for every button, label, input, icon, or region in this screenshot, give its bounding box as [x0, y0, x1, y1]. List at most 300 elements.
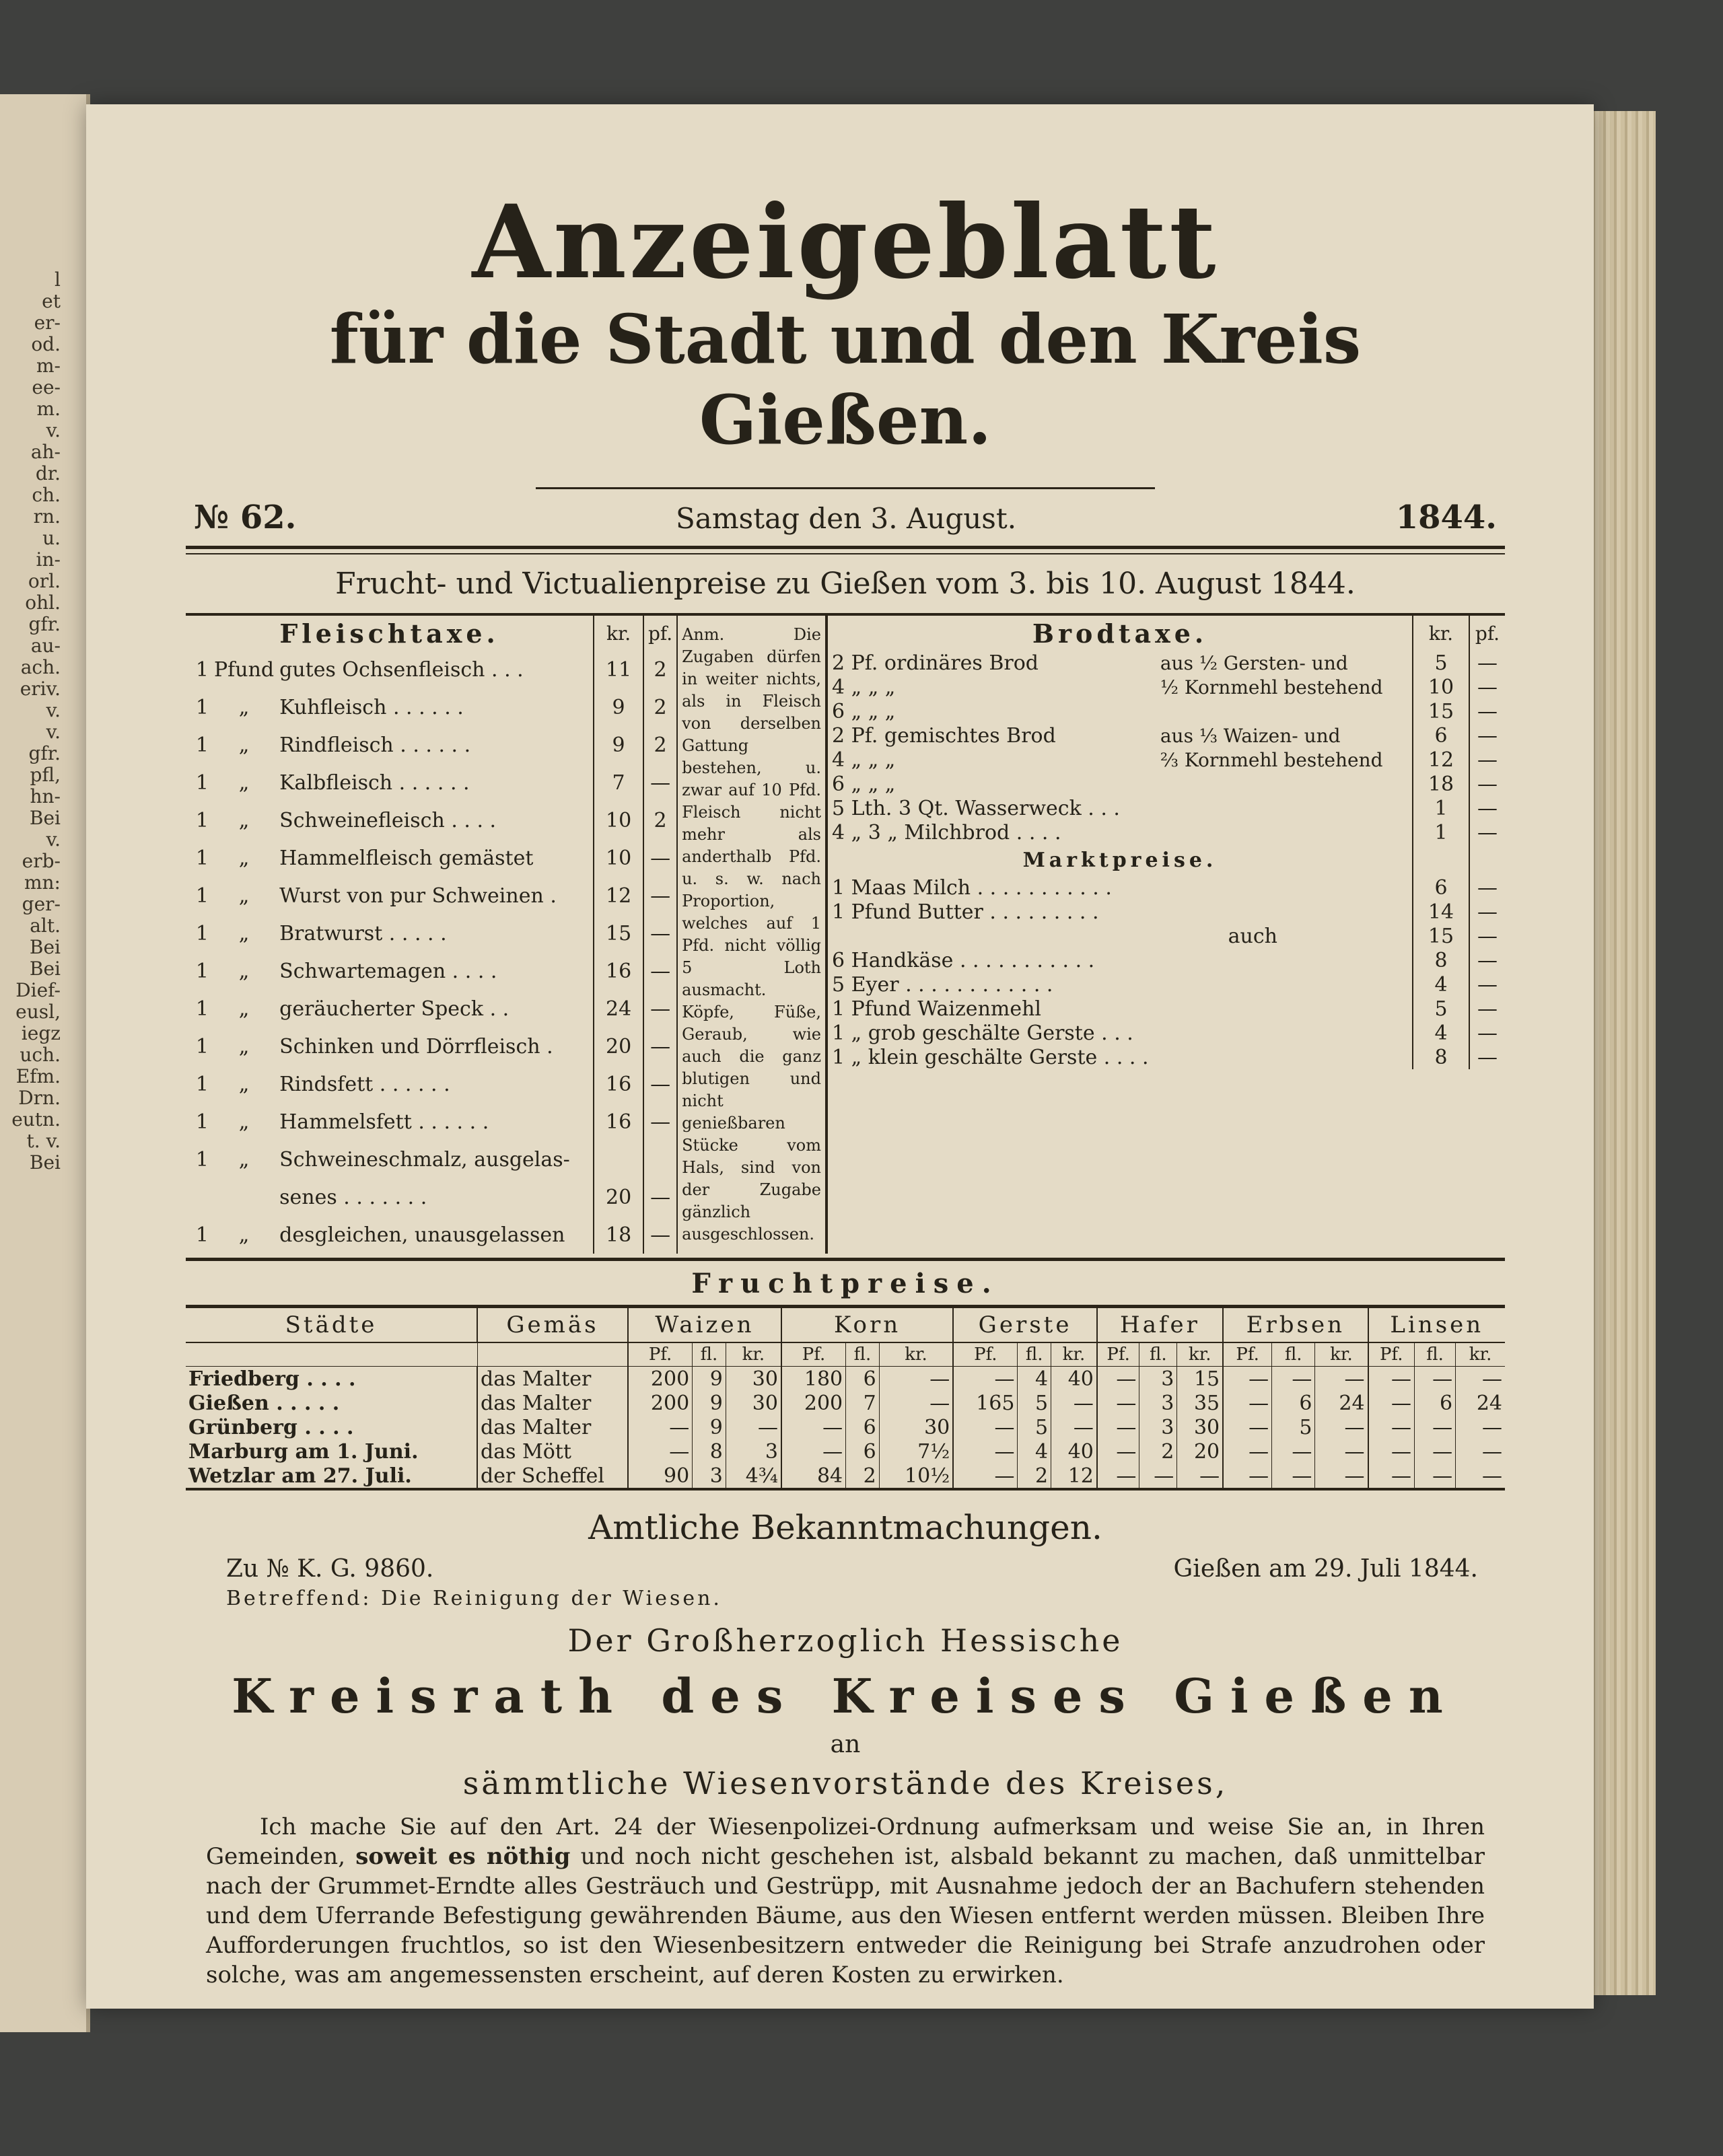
grain-header: Korn [781, 1307, 953, 1343]
prices-heading: Frucht- und Victualienpreise zu Gießen vom 3. bis 10. August 1844. [335, 567, 1356, 601]
meat-item: senes . . . . . . . [279, 1185, 427, 1209]
meat-kr: 7 [594, 764, 643, 801]
grain-unit: das Malter [477, 1367, 628, 1392]
grain-sub-empty [477, 1342, 628, 1367]
left-page [0, 94, 90, 2032]
market-kr: 14 [1413, 900, 1469, 924]
meat-item: geräucherter Speck . . [279, 997, 509, 1021]
grain-unit: der Scheffel [477, 1464, 628, 1489]
notice-body-emphasis: soweit es nöthig [355, 1843, 571, 1870]
grain-value: 5 [1272, 1415, 1315, 1439]
meat-pf: — [650, 921, 671, 945]
notice-body-part1: Ich mache Sie auf den Art. 24 der Wiesenpolizei-Ordnung aufmerksam und weise Sie an, in Ihren Gemeinden, [206, 1813, 1485, 1870]
bread-note: ½ Kornmehl bestehend [1160, 676, 1383, 698]
bread-row [828, 675, 1505, 699]
grain-value: 9 [693, 1367, 726, 1392]
grain-header-row [186, 1307, 1505, 1343]
meat-row [186, 914, 676, 952]
meat-pf: — [650, 959, 671, 983]
grain-value: — [781, 1415, 846, 1439]
meat-qty: 1 [195, 1034, 209, 1058]
grain-header: Städte [186, 1307, 477, 1343]
market-item: 6 Handkäse . . . . . . . . . . . [832, 948, 1095, 972]
grain-value: — [1456, 1439, 1505, 1464]
grain-subheader: Pf. [781, 1342, 846, 1367]
bread-item: 4 „ „ „ [832, 748, 896, 772]
meat-qty: 1 [195, 1223, 209, 1247]
page-edges [1588, 111, 1656, 1995]
grain-value: 180 [781, 1367, 846, 1392]
grain-city: Gießen . . . . . [188, 1391, 340, 1415]
notice-body-part2: und noch nicht geschehen ist, alsbald bekannt zu machen, daß unmittelbar nach der Grummet-Erndte alles Gesträuch und Gestrüpp, mit Ausnahme jedoch der an Bachufern stehenden und dem Uferrande Befestigung gewährenden Bäume, aus den Wiesen entfernt werden müssen. Bleiben Ihre Aufforderungen fruchtlos, so ist den Wiesenbesitzern entweder die Reinigung bei Strafe anzudrohen oder solche, was am angemessensten erscheint, auf deren Kosten zu erwirken. [206, 1843, 1485, 1988]
bread-item: 5 Lth. 3 Qt. Wasserweck . . . [832, 796, 1120, 820]
meat-row [186, 1141, 676, 1178]
left-margin-line: er- [34, 312, 61, 334]
meat-pf: — [650, 1185, 671, 1209]
grain-value: 200 [781, 1391, 846, 1415]
meat-item: Wurst von pur Schweinen . [279, 884, 557, 908]
grain-value: 40 [1051, 1367, 1097, 1392]
left-margin-line: ger- [22, 893, 61, 915]
issue-year: 1844. [1395, 499, 1497, 536]
bread-note [1156, 796, 1413, 820]
meat-qty: 1 [195, 1147, 209, 1172]
grain-subheader: kr. [1177, 1342, 1223, 1367]
meat-item: Schweineschmalz, ausgelas- [279, 1147, 570, 1172]
grain-value: 30 [726, 1367, 781, 1392]
meat-qty: 1 [195, 884, 209, 908]
meat-kr: 10 [594, 839, 643, 877]
grain-value: 30 [726, 1391, 781, 1415]
market-row [828, 997, 1505, 1021]
grain-value: — [1223, 1391, 1271, 1415]
left-margin-line: et [42, 290, 61, 312]
notice-subject: Betreffend: Die Reinigung der Wiesen. [226, 1587, 722, 1610]
grain-value: 4 [1018, 1439, 1051, 1464]
meat-unit: „ [238, 695, 250, 719]
meat-kr: 18 [594, 1216, 643, 1254]
meat-kr: 16 [594, 952, 643, 990]
left-margin-line: eusl, [15, 1001, 61, 1023]
meat-qty: 1 [195, 808, 209, 832]
grain-value: — [1272, 1439, 1315, 1464]
grain-subheader: fl. [1139, 1342, 1177, 1367]
bread-note: ⅔ Kornmehl bestehend [1160, 748, 1383, 771]
bread-row [828, 820, 1505, 845]
meat-qty: 1 [195, 959, 209, 983]
market-row [828, 948, 1505, 972]
notice-authority-line1: Der Großherzoglich Hessische [567, 1622, 1123, 1659]
meat-pf: — [650, 770, 671, 795]
left-margin-line: dr. [35, 462, 61, 484]
left-margin-line: m- [36, 355, 61, 377]
grain-row [186, 1464, 1505, 1489]
grain-subheader: kr. [726, 1342, 781, 1367]
market-kr: 5 [1413, 997, 1469, 1021]
market-pf: — [1477, 875, 1498, 900]
grain-unit: das Malter [477, 1415, 628, 1439]
meat-pf: — [650, 1072, 671, 1096]
meat-kr: 15 [594, 914, 643, 952]
meat-row [186, 952, 676, 990]
bread-row [828, 772, 1505, 796]
grain-row [186, 1367, 1505, 1392]
grain-value: 24 [1456, 1391, 1505, 1415]
meat-pf: 2 [654, 657, 667, 682]
grain-value: 7 [846, 1391, 880, 1415]
left-margin-line: v. [46, 699, 61, 721]
meat-pf: — [650, 1034, 671, 1058]
grain-value: 165 [953, 1391, 1018, 1415]
grain-value: 10½ [879, 1464, 953, 1489]
meat-kr [594, 1141, 643, 1178]
meat-item: Hammelsfett . . . . . . [279, 1110, 489, 1134]
grain-subheader: kr. [1051, 1342, 1097, 1367]
meat-unit: „ [238, 1223, 250, 1247]
left-margin-line: Drn. [18, 1087, 61, 1109]
bread-kr: 5 [1413, 651, 1469, 675]
left-margin-line: alt. [30, 914, 61, 937]
masthead-rule [536, 487, 1155, 489]
bread-item: 6 „ „ „ [832, 772, 896, 796]
meat-unit: „ [238, 1147, 250, 1172]
market-row [828, 924, 1505, 948]
grain-value: — [1097, 1367, 1139, 1392]
grain-unit: das Malter [477, 1391, 628, 1415]
meat-pf: — [650, 1110, 671, 1134]
left-margin-line: orl. [28, 570, 61, 592]
grain-subheader: kr. [1456, 1342, 1505, 1367]
grain-subheader: kr. [1315, 1342, 1368, 1367]
grain-header: Gerste [953, 1307, 1097, 1343]
grain-value: — [1315, 1439, 1368, 1464]
meat-unit: „ [238, 884, 250, 908]
grain-subheader: Pf. [1097, 1342, 1139, 1367]
newspaper-subtitle: für die Stadt und den Kreis Gießen. [329, 299, 1362, 460]
grain-value: — [879, 1367, 953, 1392]
left-margin-line: au- [30, 635, 61, 657]
meat-unit: Pfund [214, 657, 275, 682]
bread-item: 4 „ 3 „ Milchbrod . . . . [832, 820, 1061, 845]
meat-kr: 11 [594, 651, 643, 688]
meat-item: Hammelfleisch gemästet [279, 846, 534, 870]
meat-qty: 1 [195, 846, 209, 870]
grain-value: 35 [1177, 1391, 1223, 1415]
meat-row [186, 688, 676, 726]
left-margin-line: gfr. [28, 613, 61, 635]
grain-value: 2 [1018, 1464, 1051, 1489]
bread-note [1156, 772, 1413, 796]
meat-qty: 1 [195, 695, 209, 719]
grain-value: — [1177, 1464, 1223, 1489]
bread-item: 2 Pf. gemischtes Brod [832, 723, 1056, 748]
newspaper-title: Anzeigeblatt [472, 183, 1219, 301]
grain-value: — [1272, 1367, 1315, 1392]
grain-value: — [1272, 1464, 1315, 1489]
meat-price-table [186, 616, 676, 1254]
notice-reference: Zu № K. G. 9860. [226, 1555, 434, 1583]
grain-value: 4 [1018, 1367, 1051, 1392]
left-margin-line: m. [36, 398, 61, 420]
meat-kr: 24 [594, 990, 643, 1028]
meat-item: Rindfleisch . . . . . . [279, 733, 471, 757]
bread-pf: — [1477, 820, 1498, 845]
meat-row [186, 651, 676, 688]
left-margin-line: od. [31, 333, 61, 355]
grain-subheader: Pf. [628, 1342, 693, 1367]
market-item: 1 Pfund Waizenmehl [832, 997, 1042, 1021]
meat-kr: 16 [594, 1065, 643, 1103]
grain-subheader: fl. [1018, 1342, 1051, 1367]
bread-row [828, 748, 1505, 772]
grain-value: — [1368, 1415, 1415, 1439]
newspaper-page [86, 104, 1594, 2009]
meat-pf [643, 1141, 676, 1178]
left-margin-line: ah- [30, 441, 61, 463]
bread-col-kr: kr. [1413, 616, 1469, 651]
left-margin-line: iegz [21, 1022, 61, 1044]
market-kr: 4 [1413, 1021, 1469, 1045]
meat-unit: „ [238, 846, 250, 870]
left-margin-line: Bei [29, 958, 61, 980]
grain-row [186, 1391, 1505, 1415]
market-row [828, 1045, 1505, 1069]
grain-value: — [1456, 1415, 1505, 1439]
bread-col-pf: pf. [1475, 622, 1500, 645]
bread-pf: — [1477, 651, 1498, 675]
meat-item: Bratwurst . . . . . [279, 921, 447, 945]
section-rule [186, 1258, 1505, 1261]
left-margin-line: in- [36, 548, 61, 571]
grain-subheader: kr. [879, 1342, 953, 1367]
grain-value: 20 [1177, 1439, 1223, 1464]
meat-item: Schweinefleisch . . . . [279, 808, 497, 832]
left-margin-line: Dief- [15, 979, 61, 1001]
left-margin-line: gfr. [28, 742, 61, 764]
grain-subheader: Pf. [953, 1342, 1018, 1367]
meat-row [186, 877, 676, 914]
grain-value: — [1315, 1464, 1368, 1489]
masthead-double-rule [186, 546, 1505, 554]
grain-value: — [1368, 1439, 1415, 1464]
grain-subheader: Pf. [1223, 1342, 1271, 1367]
bread-pf: — [1477, 723, 1498, 748]
grain-header: Gemäs [477, 1307, 628, 1343]
meat-kr: 12 [594, 877, 643, 914]
grain-value: — [1414, 1464, 1455, 1489]
meat-item: Schwartemagen . . . . [279, 959, 497, 983]
meat-qty: 1 [195, 921, 209, 945]
grain-value: 90 [628, 1464, 693, 1489]
meat-unit: „ [238, 1110, 250, 1134]
bread-kr: 12 [1413, 748, 1469, 772]
meat-kr: 20 [594, 1178, 643, 1216]
grain-value: 200 [628, 1391, 693, 1415]
left-margin-line: ch. [32, 484, 61, 506]
issue-number: № 62. [194, 499, 297, 536]
bread-price-section [828, 616, 1505, 1254]
market-row [828, 972, 1505, 997]
grain-unit: das Mött [477, 1439, 628, 1464]
grain-value: — [953, 1415, 1018, 1439]
meat-unit: „ [238, 733, 250, 757]
grain-value: — [1315, 1415, 1368, 1439]
meat-qty [186, 1178, 211, 1216]
grain-city: Wetzlar am 27. Juli. [188, 1464, 412, 1488]
grain-row [186, 1439, 1505, 1464]
notice-authority-line2: Kreisrath des Kreises Gießen [232, 1668, 1459, 1724]
grain-value: — [1097, 1439, 1139, 1464]
grain-value: — [781, 1439, 846, 1464]
meat-note: Anm. Die Zugaben dürfen in weiter nichts, als in Fleisch von derselben Gattung bestehen, u. zwar auf 10 Pfd. Fleisch nicht mehr als anderthalb Pfd. u. s. w. nach Proportion, welches auf 1 Pfd. nicht völlig 5 Loth ausmacht. Köpfe, Füße, Geraub, wie auch die ganz blutigen und nicht genießbaren Stücke vom Hals, sind von der Zugabe gänzlich ausgeschlossen. [676, 616, 825, 1254]
grain-value: — [1223, 1415, 1271, 1439]
left-margin-line: pfl, [30, 764, 61, 786]
meat-price-section [186, 616, 828, 1254]
bread-pf: — [1477, 675, 1498, 699]
market-item: auch [1228, 924, 1277, 948]
meat-row [186, 990, 676, 1028]
market-pf: — [1477, 972, 1498, 997]
market-row [828, 875, 1505, 900]
meat-qty: 1 [195, 997, 209, 1021]
bread-note [1156, 820, 1413, 845]
left-margin-line: uch. [20, 1044, 61, 1066]
notices-title: Amtliche Bekanntmachungen. [588, 1508, 1102, 1547]
left-margin-line: ohl. [25, 591, 61, 614]
meat-unit: „ [238, 1034, 250, 1058]
grain-value: — [953, 1439, 1018, 1464]
grain-value: 6 [846, 1415, 880, 1439]
meat-row [186, 1028, 676, 1065]
meat-row [186, 1065, 676, 1103]
grain-subheader: fl. [1272, 1342, 1315, 1367]
grain-value: 40 [1051, 1439, 1097, 1464]
meat-col-pf: pf. [647, 622, 673, 645]
bread-pf: — [1477, 772, 1498, 796]
grain-value: — [1223, 1439, 1271, 1464]
meat-pf: — [650, 997, 671, 1021]
grain-header: Waizen [628, 1307, 781, 1343]
meat-row [186, 1178, 676, 1216]
masthead [186, 182, 1505, 460]
notice-reference-line [186, 1555, 1505, 1583]
grain-value: — [628, 1439, 693, 1464]
meat-item: gutes Ochsenfleisch . . . [279, 657, 524, 682]
grain-header: Linsen [1368, 1307, 1505, 1343]
grain-value: — [628, 1415, 693, 1439]
grain-value: 84 [781, 1464, 846, 1489]
grain-value: 2 [1139, 1439, 1177, 1464]
bread-pf: — [1477, 748, 1498, 772]
meat-unit: „ [238, 770, 250, 795]
grain-value: 6 [846, 1367, 880, 1392]
grain-value: 5 [1018, 1415, 1051, 1439]
grain-value: — [1223, 1464, 1271, 1489]
grain-value: 3 [693, 1464, 726, 1489]
grain-sub-empty [186, 1342, 477, 1367]
meat-qty: 1 [195, 733, 209, 757]
grain-value: — [1368, 1464, 1415, 1489]
grain-value: — [1368, 1367, 1415, 1392]
market-pf: — [1477, 1021, 1498, 1045]
grain-value: 3 [1139, 1415, 1177, 1439]
left-margin-line: Bei [29, 1151, 61, 1174]
issue-date: Samstag den 3. August. [676, 502, 1017, 535]
grain-value: 3 [1139, 1367, 1177, 1392]
bread-note: aus ½ Gersten- und [1160, 651, 1348, 674]
grain-subheader-row [186, 1342, 1505, 1367]
grain-value: — [953, 1464, 1018, 1489]
grain-subheader: Pf. [1368, 1342, 1415, 1367]
bread-pf: — [1477, 796, 1498, 820]
left-margin-line: hn- [30, 785, 61, 807]
meat-item: Schinken und Dörrfleisch . [279, 1034, 553, 1058]
meat-kr: 20 [594, 1028, 643, 1065]
meat-qty: 1 [195, 1110, 209, 1134]
meat-kr: 9 [594, 688, 643, 726]
meat-table-title: Fleischtaxe. [279, 618, 499, 649]
market-pf: — [1477, 900, 1498, 924]
market-kr: 15 [1413, 924, 1469, 948]
issue-line [186, 499, 1505, 536]
meat-row [186, 839, 676, 877]
grain-value: 8 [693, 1439, 726, 1464]
grain-header: Hafer [1097, 1307, 1223, 1343]
grain-subheader: fl. [846, 1342, 880, 1367]
grain-value: — [1368, 1391, 1415, 1415]
market-pf: — [1477, 924, 1498, 948]
grain-value: 30 [1177, 1415, 1223, 1439]
left-margin-line: erb- [22, 850, 61, 872]
bread-kr: 1 [1413, 820, 1469, 845]
grain-header: Erbsen [1223, 1307, 1368, 1343]
meat-item: Kalbfleisch . . . . . . [279, 770, 470, 795]
meat-table-body [186, 651, 676, 1254]
left-margin-line: mn: [24, 871, 61, 894]
bread-kr: 18 [1413, 772, 1469, 796]
grain-value: 6 [846, 1439, 880, 1464]
meat-row [186, 764, 676, 801]
grain-value: 3 [1139, 1391, 1177, 1415]
market-title: Marktpreise. [1022, 848, 1218, 872]
notice-authority-line3: an [830, 1731, 861, 1758]
grain-value: 4¾ [726, 1464, 781, 1489]
market-kr: 4 [1413, 972, 1469, 997]
grain-city: Friedberg . . . . [188, 1367, 356, 1391]
bread-row [828, 651, 1505, 675]
market-row [828, 1021, 1505, 1045]
grain-row [186, 1415, 1505, 1439]
meat-unit: „ [238, 921, 250, 945]
grain-value: 24 [1315, 1391, 1368, 1415]
bread-row [828, 723, 1505, 748]
left-margin-line: u. [42, 527, 61, 549]
grain-value: — [1097, 1391, 1139, 1415]
grain-value: — [726, 1415, 781, 1439]
market-pf: — [1477, 997, 1498, 1021]
meat-unit: „ [238, 959, 250, 983]
meat-kr: 10 [594, 801, 643, 839]
left-margin-line: v. [46, 828, 61, 851]
grain-value: 3 [726, 1439, 781, 1464]
meat-row [186, 1216, 676, 1254]
bread-item: 2 Pf. ordinäres Brod [832, 651, 1039, 675]
market-pf: — [1477, 948, 1498, 972]
meat-kr: 16 [594, 1103, 643, 1141]
grain-value: — [1139, 1464, 1177, 1489]
meat-unit: „ [238, 997, 250, 1021]
meat-unit: „ [238, 1072, 250, 1096]
